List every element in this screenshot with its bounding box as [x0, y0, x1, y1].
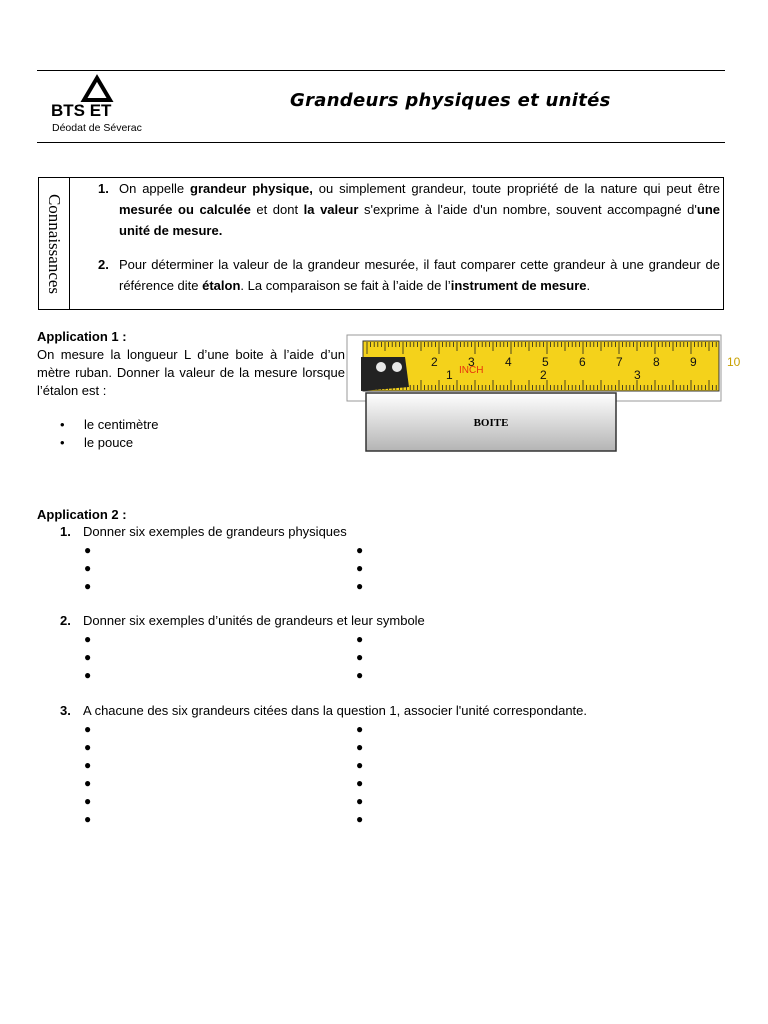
text-run: une unité de mesure. [119, 202, 720, 238]
question-text: Donner six exemples de grandeurs physiques [83, 524, 347, 539]
answer-bullet-icon: ● [356, 758, 364, 772]
answer-bullet-icon: ● [356, 561, 364, 575]
tape-inch-label: INCH [459, 365, 484, 376]
knowledge-side-label: Connaissances [44, 193, 64, 294]
knowledge-item-text [119, 254, 720, 296]
tape-scale-label: 3 [468, 355, 475, 369]
text-run: On appelle [119, 181, 190, 196]
tape-hook-icon [361, 357, 409, 391]
logo-triangle-icon [82, 76, 112, 102]
tape-scale-label: 3 [634, 368, 641, 382]
tape-scale-label: 9 [690, 355, 697, 369]
answer-bullet-icon: ● [84, 632, 92, 646]
answer-bullet-icon: ● [356, 668, 364, 682]
answer-bullet-icon: ● [84, 794, 92, 808]
answer-bullet-icon: ● [356, 650, 364, 664]
answer-bullet-icon: ● [356, 632, 364, 646]
tape-scale-label: 6 [579, 355, 586, 369]
tape-scale-label: 8 [653, 355, 660, 369]
application-2-title: Application 2 : [37, 507, 127, 522]
answer-bullet-icon: ● [84, 579, 92, 593]
question-number: 3. [60, 703, 71, 718]
question-text: A chacune des six grandeurs citées dans la question 1, associer l'unité correspondante. [83, 703, 588, 718]
answer-bullet-icon: ● [356, 722, 364, 736]
tape-scale-label: 10 [727, 355, 741, 369]
box-label: BOITE [473, 417, 509, 429]
text-run: la valeur [303, 202, 359, 217]
header-bottom-rule [37, 142, 725, 143]
answer-bullet-icon: ● [356, 579, 364, 593]
answer-bullet-icon: ● [356, 812, 364, 826]
question-number: 2. [60, 613, 71, 628]
answer-bullet-icon: ● [84, 561, 92, 575]
question-number: 1. [60, 524, 71, 539]
answer-bullet-icon: ● [84, 776, 92, 790]
tape-scale-label: 2 [431, 355, 438, 369]
header-top-rule [37, 70, 725, 71]
knowledge-item-text [119, 178, 720, 241]
bullet-icon: • [60, 435, 65, 450]
tape-scale-label: 5 [542, 355, 549, 369]
answer-bullet-icon: ● [356, 794, 364, 808]
text-run: et dont [250, 202, 304, 217]
knowledge-item-number: 2. [98, 257, 109, 272]
text-run: Pour déterminer la valeur de la grandeur mesurée, il faut comparer cette grandeur à une grandeur de référence dite [119, 257, 720, 293]
tape-scale-label: 2 [540, 368, 547, 382]
text-run: instrument de mesure [450, 278, 587, 293]
answer-bullet-icon: ● [356, 543, 364, 557]
text-run: s'exprime à l'aide d'un nombre, souvent accompagné d' [358, 202, 697, 217]
knowledge-side-panel [38, 177, 70, 310]
text-run: étalon [202, 278, 241, 293]
text-run: . La comparaison se fait à l’aide de l’ [240, 278, 451, 293]
tape-measure-figure [347, 335, 741, 455]
answer-bullet-icon: ● [84, 758, 92, 772]
answer-bullet-icon: ● [356, 740, 364, 754]
tape-scale-label: 7 [616, 355, 623, 369]
text-run: mesurée ou calculée [119, 202, 251, 217]
application-1-text: On mesure la longueur L d’une boite à l’aide d’un mètre ruban. Donner la valeur de la mesure lorsque l’étalon est : [37, 347, 345, 398]
bullet-label: le centimètre [84, 417, 159, 432]
answer-bullet-icon: ● [84, 650, 92, 664]
tape-body [363, 341, 719, 391]
tape-scale-label: 4 [505, 355, 512, 369]
logo-text: BTS ET [51, 101, 112, 120]
text-run: grandeur physique, [190, 181, 313, 196]
bullet-label: le pouce [84, 435, 134, 450]
answer-bullet-icon: ● [356, 776, 364, 790]
tape-scale-label: 1 [446, 368, 453, 382]
page-title: Grandeurs physiques et unités [290, 90, 611, 111]
knowledge-item-2 [98, 254, 720, 296]
answer-bullet-icon: ● [84, 740, 92, 754]
text-run: ou simplement grandeur, toute propriété de la nature qui peut être [312, 181, 720, 196]
bullet-icon: • [60, 417, 65, 432]
application-1-title: Application 1 : [37, 329, 127, 344]
text-run: . [586, 278, 591, 293]
answer-bullet-icon: ● [84, 812, 92, 826]
question-text: Donner six exemples d’unités de grandeurs et leur symbole [83, 613, 425, 628]
knowledge-item-1 [98, 178, 720, 241]
logo-subtitle: Déodat de Séverac [52, 122, 142, 134]
answer-bullet-icon: ● [84, 543, 92, 557]
knowledge-item-number: 1. [98, 181, 109, 196]
answer-bullet-icon: ● [84, 668, 92, 682]
answer-bullet-icon: ● [84, 722, 92, 736]
